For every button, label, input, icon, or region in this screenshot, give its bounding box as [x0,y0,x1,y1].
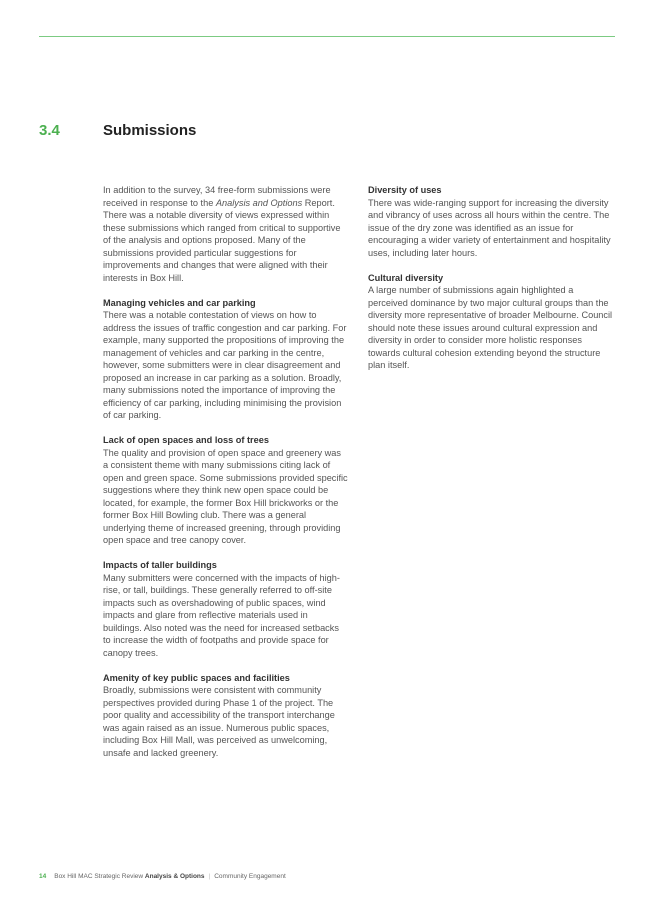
top-rule [39,36,615,37]
footer-doc-subtitle: Analysis & Options [144,873,205,880]
heading-diversity-of-uses: Diversity of uses [368,185,442,195]
report-title: Analysis and Options [215,197,303,208]
body-tall-buildings: Many submitters were concerned with the impacts of high-rise, or tall, buildings. These generally referred to off-site impacts such as overshadowing of public spaces, wind impacts and glare from reflective materials used in buildings. Also noted was the need for increased setbacks to increase the width of footpaths and provide space for canopy trees. [103,572,340,658]
body-diversity-of-uses: There was wide-ranging support for increasing the diversity and vibrancy of uses across all hours within the centre. The issue of the dry zone was identified as an issue for encouraging a wider variety of entertainment and hospitality uses, including later hours. [368,197,611,258]
body-vehicles: There was a notable contestation of views on how to address the issues of traffic congestion and car parking. For example, many supported the propositions of improving the management of vehicles and car parking in the centre, however, some submitters were in clear disagreement and proposed an increase in car parking as a solution. Broadly, many submissions noted the importance of improving the efficiency of car parking, including minimising the provision of car parking. [103,310,347,420]
heading-cultural-diversity: Cultural diversity [368,272,444,283]
right-column [368,184,615,372]
page-number: 14 [39,873,47,880]
footer-chapter: Community Engagement [214,873,286,880]
footer [39,873,286,880]
heading-tall-buildings: Impacts of taller buildings [103,560,217,570]
body-amenity: Broadly, submissions were consistent with community perspectives provided during Phase 1 of the project. The poor quality and accessibility of the transport interchange was again raised as an issue. Numerous public spaces, including Box Hill Mall, was perceived as unwelcoming, unsafe and lacked greenery. [103,685,335,758]
heading-open-spaces: Lack of open spaces and loss of trees [103,435,269,445]
body-open-spaces: The quality and provision of open space and greenery was a consistent theme with many submissions citing lack of open and green space. Some submissions provided specific suggestions where they think new open space could be located, for example, the former Box Hill brickworks or the former Box Hill Bowling club. There was a general underlying theme of increased greening, through providing open space and tree canopy cover. [103,447,348,545]
heading-vehicles: Managing vehicles and car parking [103,297,256,308]
section-title: Submissions [103,122,197,139]
heading-amenity: Amenity of key public spaces and facilities [103,672,290,683]
section-number: 3.4 [39,122,60,139]
footer-doc-title: Box Hill MAC Strategic Review [54,873,144,880]
left-column [103,184,348,759]
intro-paragraph: In addition to the survey, 34 free-form submissions were received in response to the Analysis and Options Report. There was a notable diversity of views expressed within these submissions which ranged from critical to supportive of the analysis and options proposed. Many of the submissions provided particular suggestions for improvements and changes that were aligned with their interests in Box Hill. [103,185,341,283]
footer-separator: | [208,873,211,880]
body-cultural-diversity: A large number of submissions again highlighted a perceived dominance by two major cultural groups than the diversity more representative of broader Melbourne. Council should note these issues around cultural expression and diversity in order to consider more holistic responses towards cultural cohesion extending beyond the structure plan itself. [368,285,613,370]
